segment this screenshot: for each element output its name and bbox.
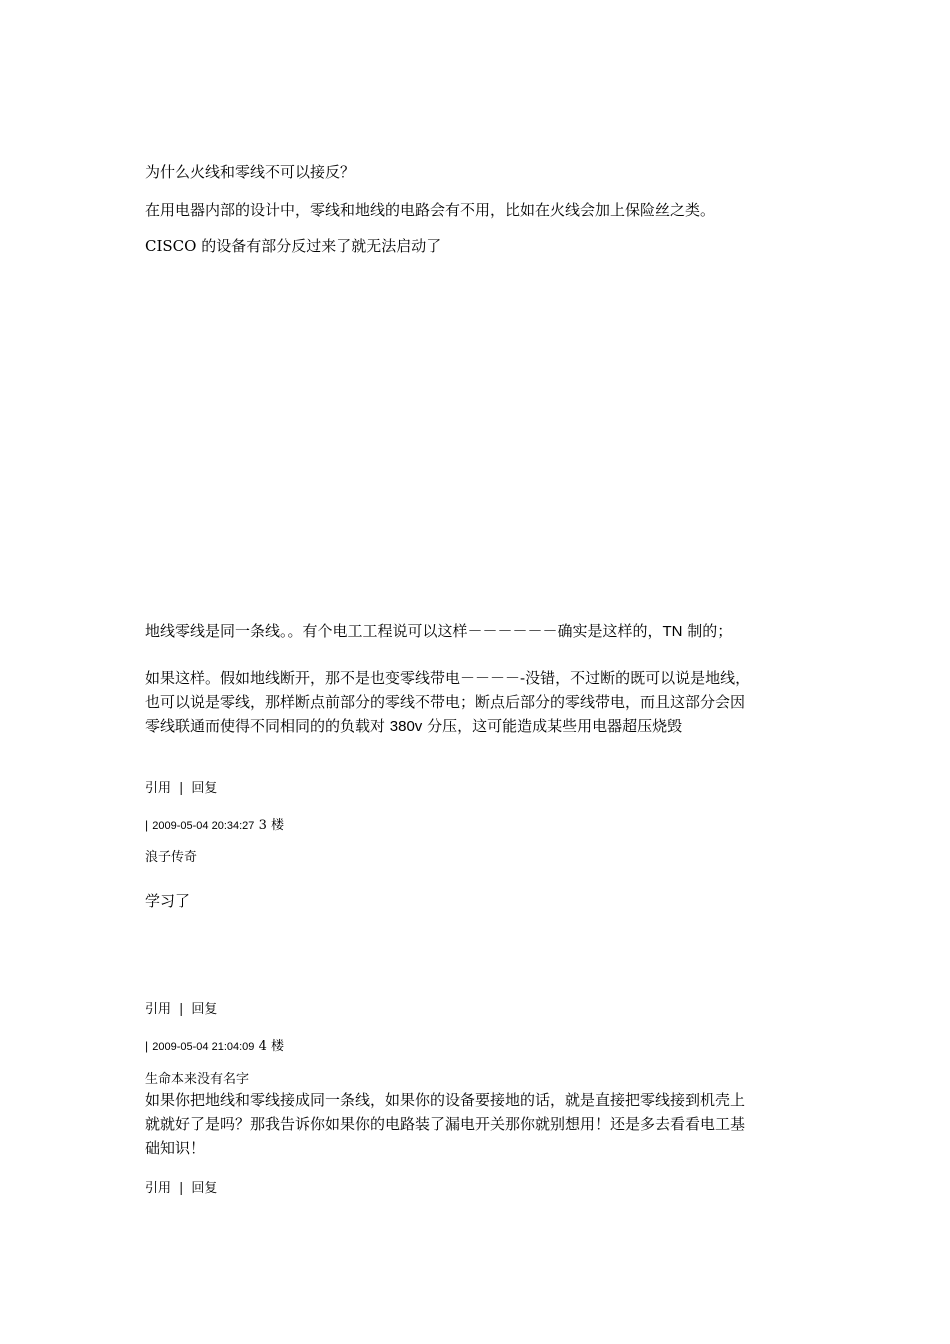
- brand-name: CISCO: [145, 237, 197, 255]
- post-body-line: 在用电器内部的设计中，零线和地线的电路会有不用，比如在火线会加上保险丝之类。: [145, 201, 716, 219]
- reply-text: 地线零线是同一条线。。有个电工工程说可以这样－－－－－－确实是这样的，: [145, 622, 663, 640]
- reply-text: 制的；: [682, 622, 733, 640]
- post-author[interactable]: 浪子传奇: [145, 850, 198, 865]
- reply-link[interactable]: 回复: [191, 781, 218, 796]
- meta-bar: |: [145, 1039, 149, 1053]
- reply-body-line: [145, 714, 815, 739]
- post-timestamp: 2009-05-04 20:34:27: [152, 820, 255, 832]
- post-content-line: 础知识！: [145, 1139, 206, 1157]
- reply-body-line: [145, 619, 815, 644]
- reply-link[interactable]: 回复: [191, 1002, 218, 1017]
- post-timestamp: 2009-05-04 21:04:09: [152, 1041, 255, 1053]
- post-content-line: 如果你把地线和零线接成同一条线，如果你的设备要接地的话，就是直接把零线接到机壳上: [145, 1091, 746, 1109]
- post-body-line: [145, 234, 815, 258]
- reply-link[interactable]: 回复: [191, 1181, 218, 1196]
- action-divider: |: [179, 1181, 184, 1196]
- action-divider: |: [179, 1002, 184, 1017]
- post-meta: [145, 816, 815, 835]
- post-content-line: 就就好了是吗？那我告诉你如果你的电路装了漏电开关那你就别想用！还是多去看看电工基: [145, 1115, 746, 1133]
- post-author[interactable]: 生命本来没有名字: [145, 1072, 250, 1087]
- post-actions: [145, 1001, 815, 1019]
- post-title-question: 为什么火线和零线不可以接反？: [145, 163, 356, 181]
- post-content: 学习了: [145, 892, 191, 910]
- reply-text-voltage: 380v: [389, 718, 423, 735]
- floor-number: 4 楼: [258, 1039, 284, 1054]
- reply-text: 分压，这可能造成某些用电器超压烧毁: [422, 717, 683, 735]
- quote-link[interactable]: 引用: [145, 781, 172, 796]
- action-divider: |: [179, 781, 184, 796]
- reply-text: 零线联通而使得不同相同的的负载对: [145, 717, 390, 735]
- reply-body-line: 也可以说是零线，那样断点前部分的零线不带电；断点后部分的零线带电，而且这部分会因: [145, 693, 746, 711]
- reply-text-tn: TN: [662, 623, 683, 640]
- floor-number: 3 楼: [258, 818, 284, 833]
- post-meta: [145, 1037, 815, 1056]
- post-body-text: 的设备有部分反过来了就无法启动了: [196, 237, 442, 255]
- reply-body-line: 如果这样。假如地线断开，那不是也变零线带电－－－－-没错，不过断的既可以说是地线，: [145, 669, 751, 687]
- quote-link[interactable]: 引用: [145, 1002, 172, 1017]
- post-actions: [145, 780, 815, 798]
- quote-link[interactable]: 引用: [145, 1181, 172, 1196]
- meta-bar: |: [145, 818, 149, 832]
- post-actions: [145, 1180, 815, 1198]
